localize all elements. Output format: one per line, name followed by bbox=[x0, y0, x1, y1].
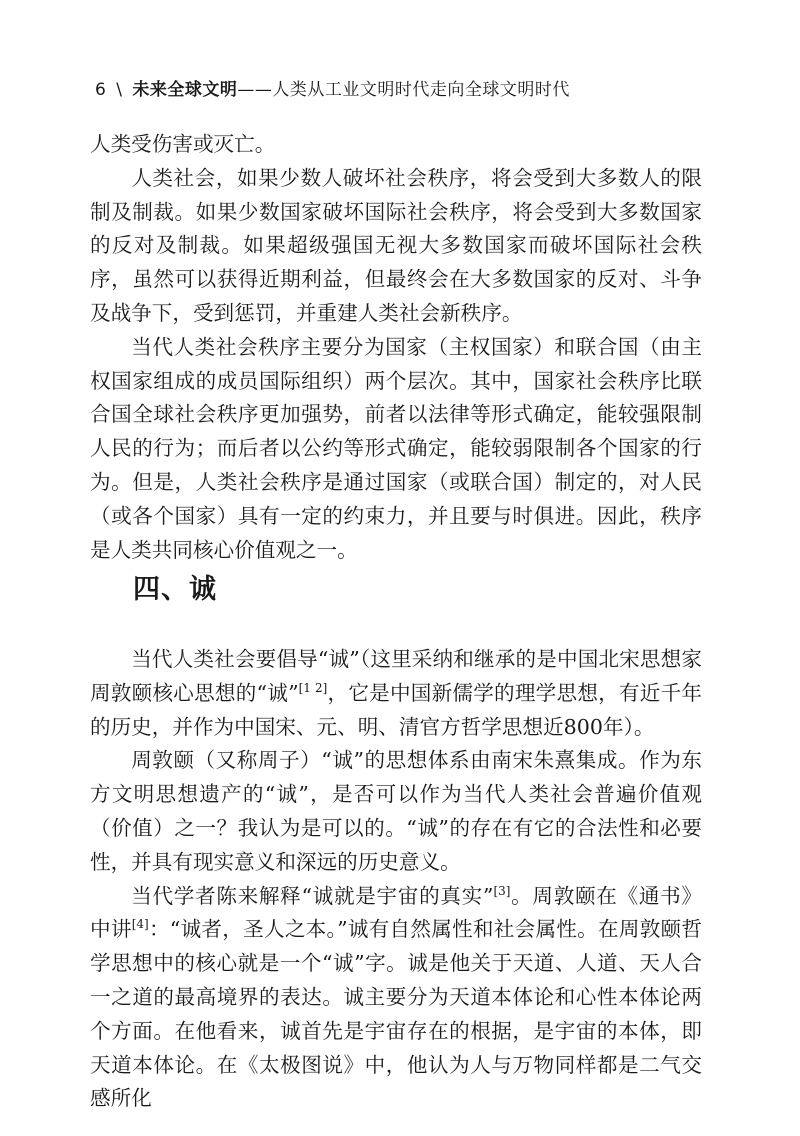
paragraph-chen-lai bbox=[90, 880, 702, 1117]
section-heading: 四、诚 bbox=[133, 574, 217, 605]
citation-ref: [4] bbox=[131, 917, 149, 932]
paragraph-text: ，它是中国新儒学的理学思想，有近千年的历史，并作为中国宋、元、明、清官方哲学思想近800年）。 bbox=[90, 680, 702, 739]
paragraph-zhou-dunyi: 周敦颐（又称周子）“诚”的思想体系由南宋朱熹集成。作为东方文明思想遗产的“诚”，是否可以作为当代人类社会普遍价值观（价值）之一？我认为是可以的。“诚”的存在有它的合法性和必要性，并具有现实意义和深远的历史意义。 bbox=[90, 748, 702, 874]
paragraph-text: 当代人类社会要倡导“诚”（这里采纳和继承的是中国北宋思想家周敦颐核心思想的“诚” bbox=[90, 647, 702, 705]
paragraph-order-levels: 当代人类社会秩序主要分为国家（主权国家）和联合国（由主权国家组成的成员国际组织）两个层次。其中，国家社会秩序比联合国全球社会秩序更加强势，前者以法律等形式确定，能较强限制人民的行为；而后者以公约等形式确定，能较弱限制各个国家的行为。但是，人类社会秩序是通过国家（或联合国）制定的，对人民（或各个国家）具有一定的约束力，并且要与时俱进。因此，秩序是人类共同核心价值观之一。 bbox=[90, 334, 702, 562]
citation-ref: [1 2] bbox=[298, 680, 328, 695]
book-subtitle: ——人类从工业文明时代走向全球文明时代 bbox=[237, 80, 570, 100]
citation-ref: [3] bbox=[493, 883, 511, 898]
paragraph-text: ：“诚者，圣人之本。”诚有自然属性和社会属性。在周敦颐哲学思想中的核心就是一个“诚”字。诚是他关于天道、人道、天人合一之道的最高境界的表达。诚主要分为天道本体论和心性本体论两个方面。在他看来，诚首先是宇宙存在的根据，是宇宙的本体，即天道本体论。在《太极图说》中，他认为人与万物同样都是二气交感所化 bbox=[90, 917, 702, 1111]
book-title: 未来全球文明 bbox=[132, 80, 238, 100]
header-separator: \ bbox=[116, 80, 123, 100]
paragraph-continuation: 人类受伤害或灭亡。 bbox=[90, 132, 276, 156]
paragraph-text: 。周敦颐在《通书》中讲 bbox=[90, 883, 702, 942]
running-header bbox=[95, 80, 715, 100]
page-number: 6 bbox=[95, 80, 107, 100]
body-text-top bbox=[90, 128, 702, 567]
paragraph-advocate-cheng bbox=[90, 643, 702, 744]
paragraph-social-order: 人类社会，如果少数人破坏社会秩序，将会受到大多数人的限制及制裁。如果少数国家破坏国际社会秩序，将会受到大多数国家的反对及制裁。如果超级强国无视大多数国家而破坏国际社会秩序，虽然可以获得近期利益，但最终会在大多数国家的反对、斗争及战争下，受到惩罚，并重建人类社会新秩序。 bbox=[90, 165, 702, 325]
body-text-section bbox=[90, 643, 702, 1116]
paragraph-text: 当代学者陈来解释“诚就是宇宙的真实” bbox=[131, 883, 494, 908]
